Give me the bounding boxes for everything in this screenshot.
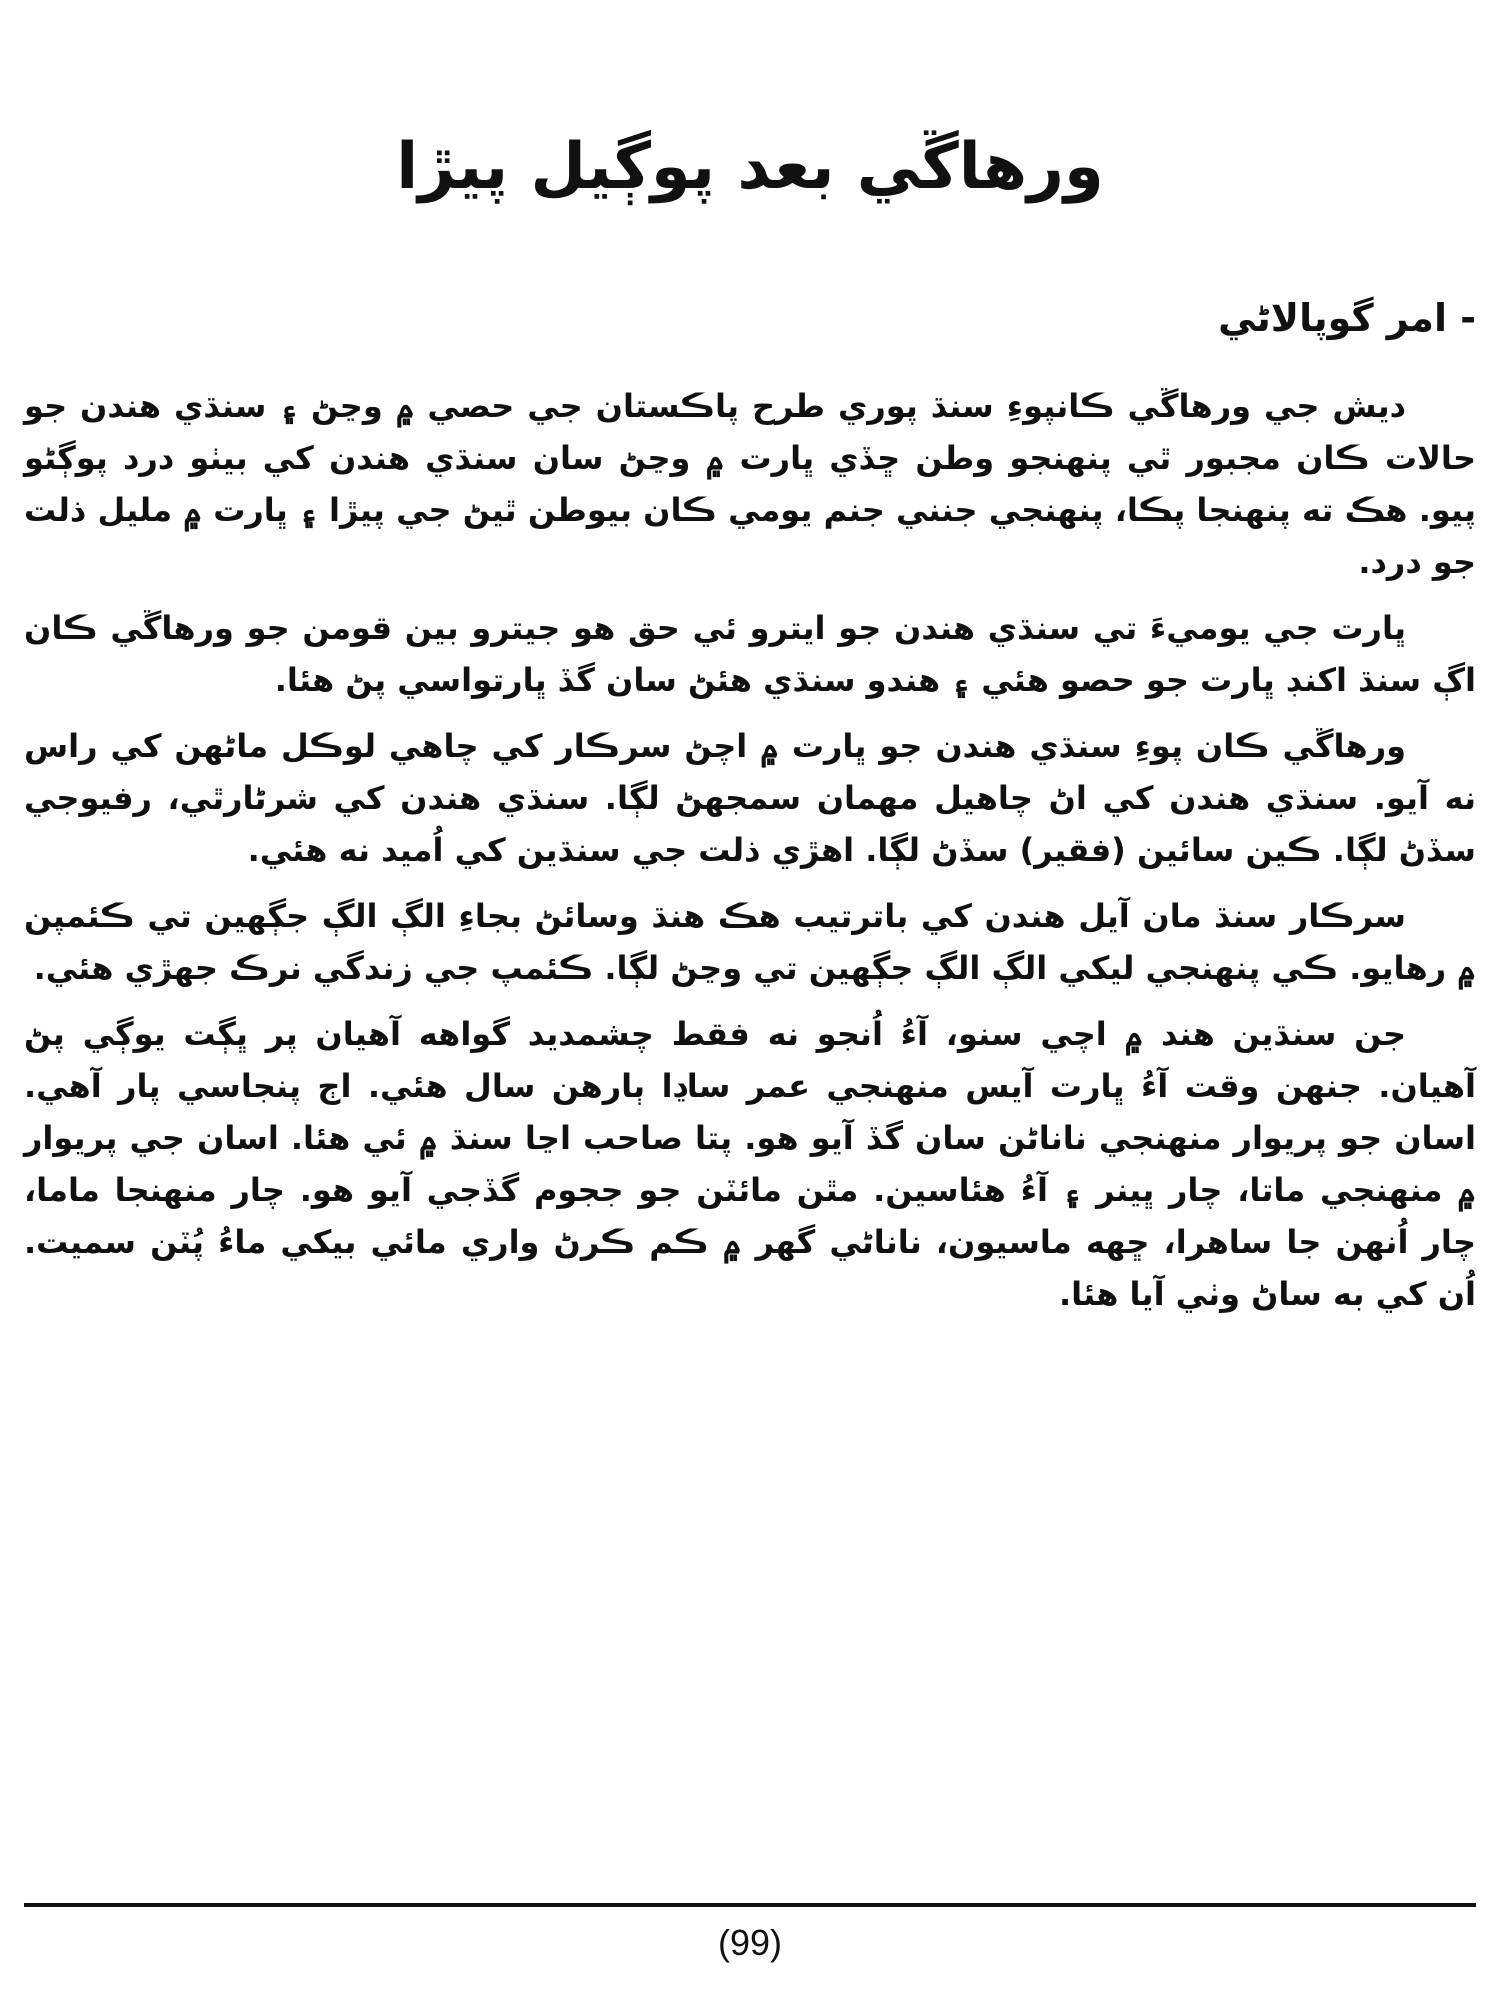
paragraph: ورهاڱي ڪان پوءِ سنڌي هندن جو ڀارت ۾ اچڻ سرڪار کي چاهي لوڪل ماڻهن کي راس نه آيو. سنڌي هندن کي اڻ چاهيل مهمان سمجهڻ لڳا. سنڌي هندن کي شرڻارٿي، رفيوجي سڏڻ لڳا. ڪين سائين (فقير) سڏڻ لڳا. اهڙي ذلت جي سنڌين کي اُميد نه هئي. (24, 727, 1476, 869)
article-body (24, 380, 1476, 1334)
page-number: (99) (717, 1922, 783, 1963)
paragraph: ڀارت جي يوميءَ تي سنڌي هندن جو ايترو ئي حق هو جيترو بين قومن جو ورهاڱي ڪان اڳ سنڌ اکنڊ ڀارت جو حصو هئي ۽ هندو سنڌي هئڻ سان گڏ ڀارتواسي پڻ هئا. (24, 609, 1476, 699)
paragraph: جن سنڌين هند ۾ اچي سنو، آءُ اُنجو نه فقط چشمديد گواهه آهيان پر ڀڳت يوڳي پڻ آهيان. جنهن وقت آءُ ڀارت آيس منهنجي عمر ساڍا ٻارهن سال هئي. اڄ پنجاسي پار آهي. اسان جو پريوار منهنجي ناناڻن سان گڏ آيو هو. پتا صاحب اڃا سنڌ ۾ ئي هئا. اسان جي پريوار ۾ منهنجي ماتا، چار ڀينر ۽ آءُ هئاسين. مٿن مائٽن جو ججوم گڏجي آيو هو. چار منهنجا ماما، چار اُنهن جا ساهرا، ڇهه ماسيون، ناناڻي گهر ۾ ڪم ڪرڻ واري مائي بيکي ماءُ پُٽن سميت. اُن کي به ساڻ وٺي آيا هئا. (24, 1015, 1476, 1313)
article-title: ورهاڱي بعد پوڳيل پيڙا (396, 130, 1104, 204)
paragraph: سرڪار سنڌ مان آيل هندن کي باترتيب هڪ هنڌ وسائڻ بجاءِ الڳ الڳ جڳهين تي ڪئمپن ۾ رهايو. ڪي پنهنجي ليکي الڳ الڳ جڳهين تي وڃڻ لڳا. ڪئمپ جي زندگي نرڪ جهڙي هئي. (24, 897, 1476, 987)
footer-divider (24, 1903, 1476, 1907)
author-byline: - امر گوپالاڻي (1218, 296, 1476, 340)
document-page (24, 0, 1476, 2000)
paragraph: ديش جي ورهاڱي ڪانپوءِ سنڌ پوري طرح پاڪستان جي حصي ۾ وڃڻ ۽ سنڌي هندن جو حالات ڪان مجبور ٿي پنهنجو وطن ڇڏي ڀارت ۾ وڃڻ سان سنڌي هندن کي بيٺو درد پوڳڻو پيو. هڪ ته پنهنجا پڪا، پنهنجي جنني جنم يومي ڪان بيوطن ٿيڻ جي پيڙا ۽ ڀارت ۾ مليل ذلت جو درد. (24, 387, 1476, 581)
